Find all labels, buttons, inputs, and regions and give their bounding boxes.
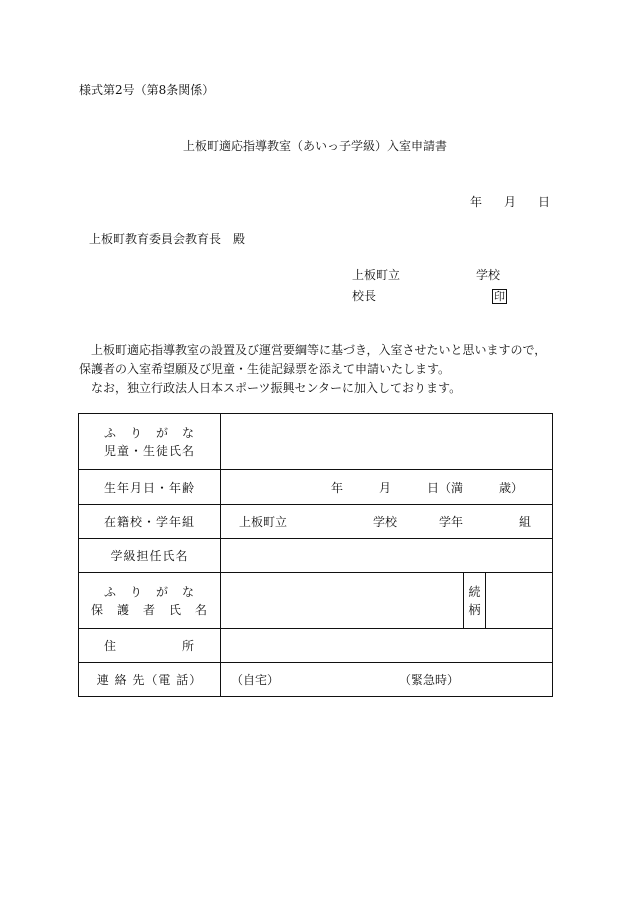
dob-label: 生年月日・年齢: [79, 470, 221, 505]
table-row: [79, 414, 553, 470]
teacher-field[interactable]: [221, 539, 553, 573]
table-row: [79, 663, 553, 697]
teacher-label: 学級担任氏名: [79, 539, 221, 573]
table-row: [79, 573, 553, 629]
relationship-label: 続 柄: [464, 573, 486, 629]
student-name-label: ふ り が な 児童・生徒氏名: [79, 414, 221, 470]
address-label: 住 所: [79, 629, 221, 663]
school-prefix: 上板町立: [352, 268, 401, 282]
address-field[interactable]: [221, 629, 553, 663]
date-day: 日: [538, 195, 551, 209]
document-title: 上板町適応指導教室（あいっ子学級）入室申請書: [182, 139, 447, 153]
request-paragraph: 上板町適応指導教室の設置及び運営要綱等に基づき，入室させたいと思いますので，保護者の入室希望願及び児童・生徒記録票を添えて申請いたします。: [79, 343, 547, 376]
school-label: 在籍校・学年組: [79, 505, 221, 539]
date-line: [470, 193, 550, 210]
school-field[interactable]: 上板町立 学校 学年 組: [221, 505, 553, 539]
contact-field[interactable]: （自宅） （緊急時）: [221, 663, 553, 697]
insurance-paragraph: なお，独立行政法人日本スポーツ振興センターに加入しております。: [91, 381, 462, 395]
table-row: [79, 629, 553, 663]
date-year: 年: [470, 195, 483, 209]
guardian-name-field[interactable]: [221, 573, 464, 629]
guardian-label: ふ り が な 保 護 者 氏 名: [79, 573, 221, 629]
form-number: 様式第2号（第8条関係）: [79, 83, 215, 97]
principal-line: [352, 287, 507, 304]
table-row: [79, 470, 553, 505]
table-row: [79, 539, 553, 573]
seal-box: 印: [494, 290, 506, 303]
school-suffix: 学校: [476, 268, 501, 282]
contact-label: 連 絡 先（電 話）: [79, 663, 221, 697]
addressee: 上板町教育委員会教育長 殿: [89, 232, 246, 246]
dob-field[interactable]: 年 月 日（満 歳）: [221, 470, 553, 505]
relationship-field[interactable]: [486, 573, 553, 629]
application-table: [78, 413, 553, 697]
table-row: [79, 505, 553, 539]
date-month: 月: [504, 195, 517, 209]
principal-label: 校長: [352, 289, 377, 303]
student-name-field[interactable]: [221, 414, 553, 470]
applicant-school: [352, 266, 500, 283]
